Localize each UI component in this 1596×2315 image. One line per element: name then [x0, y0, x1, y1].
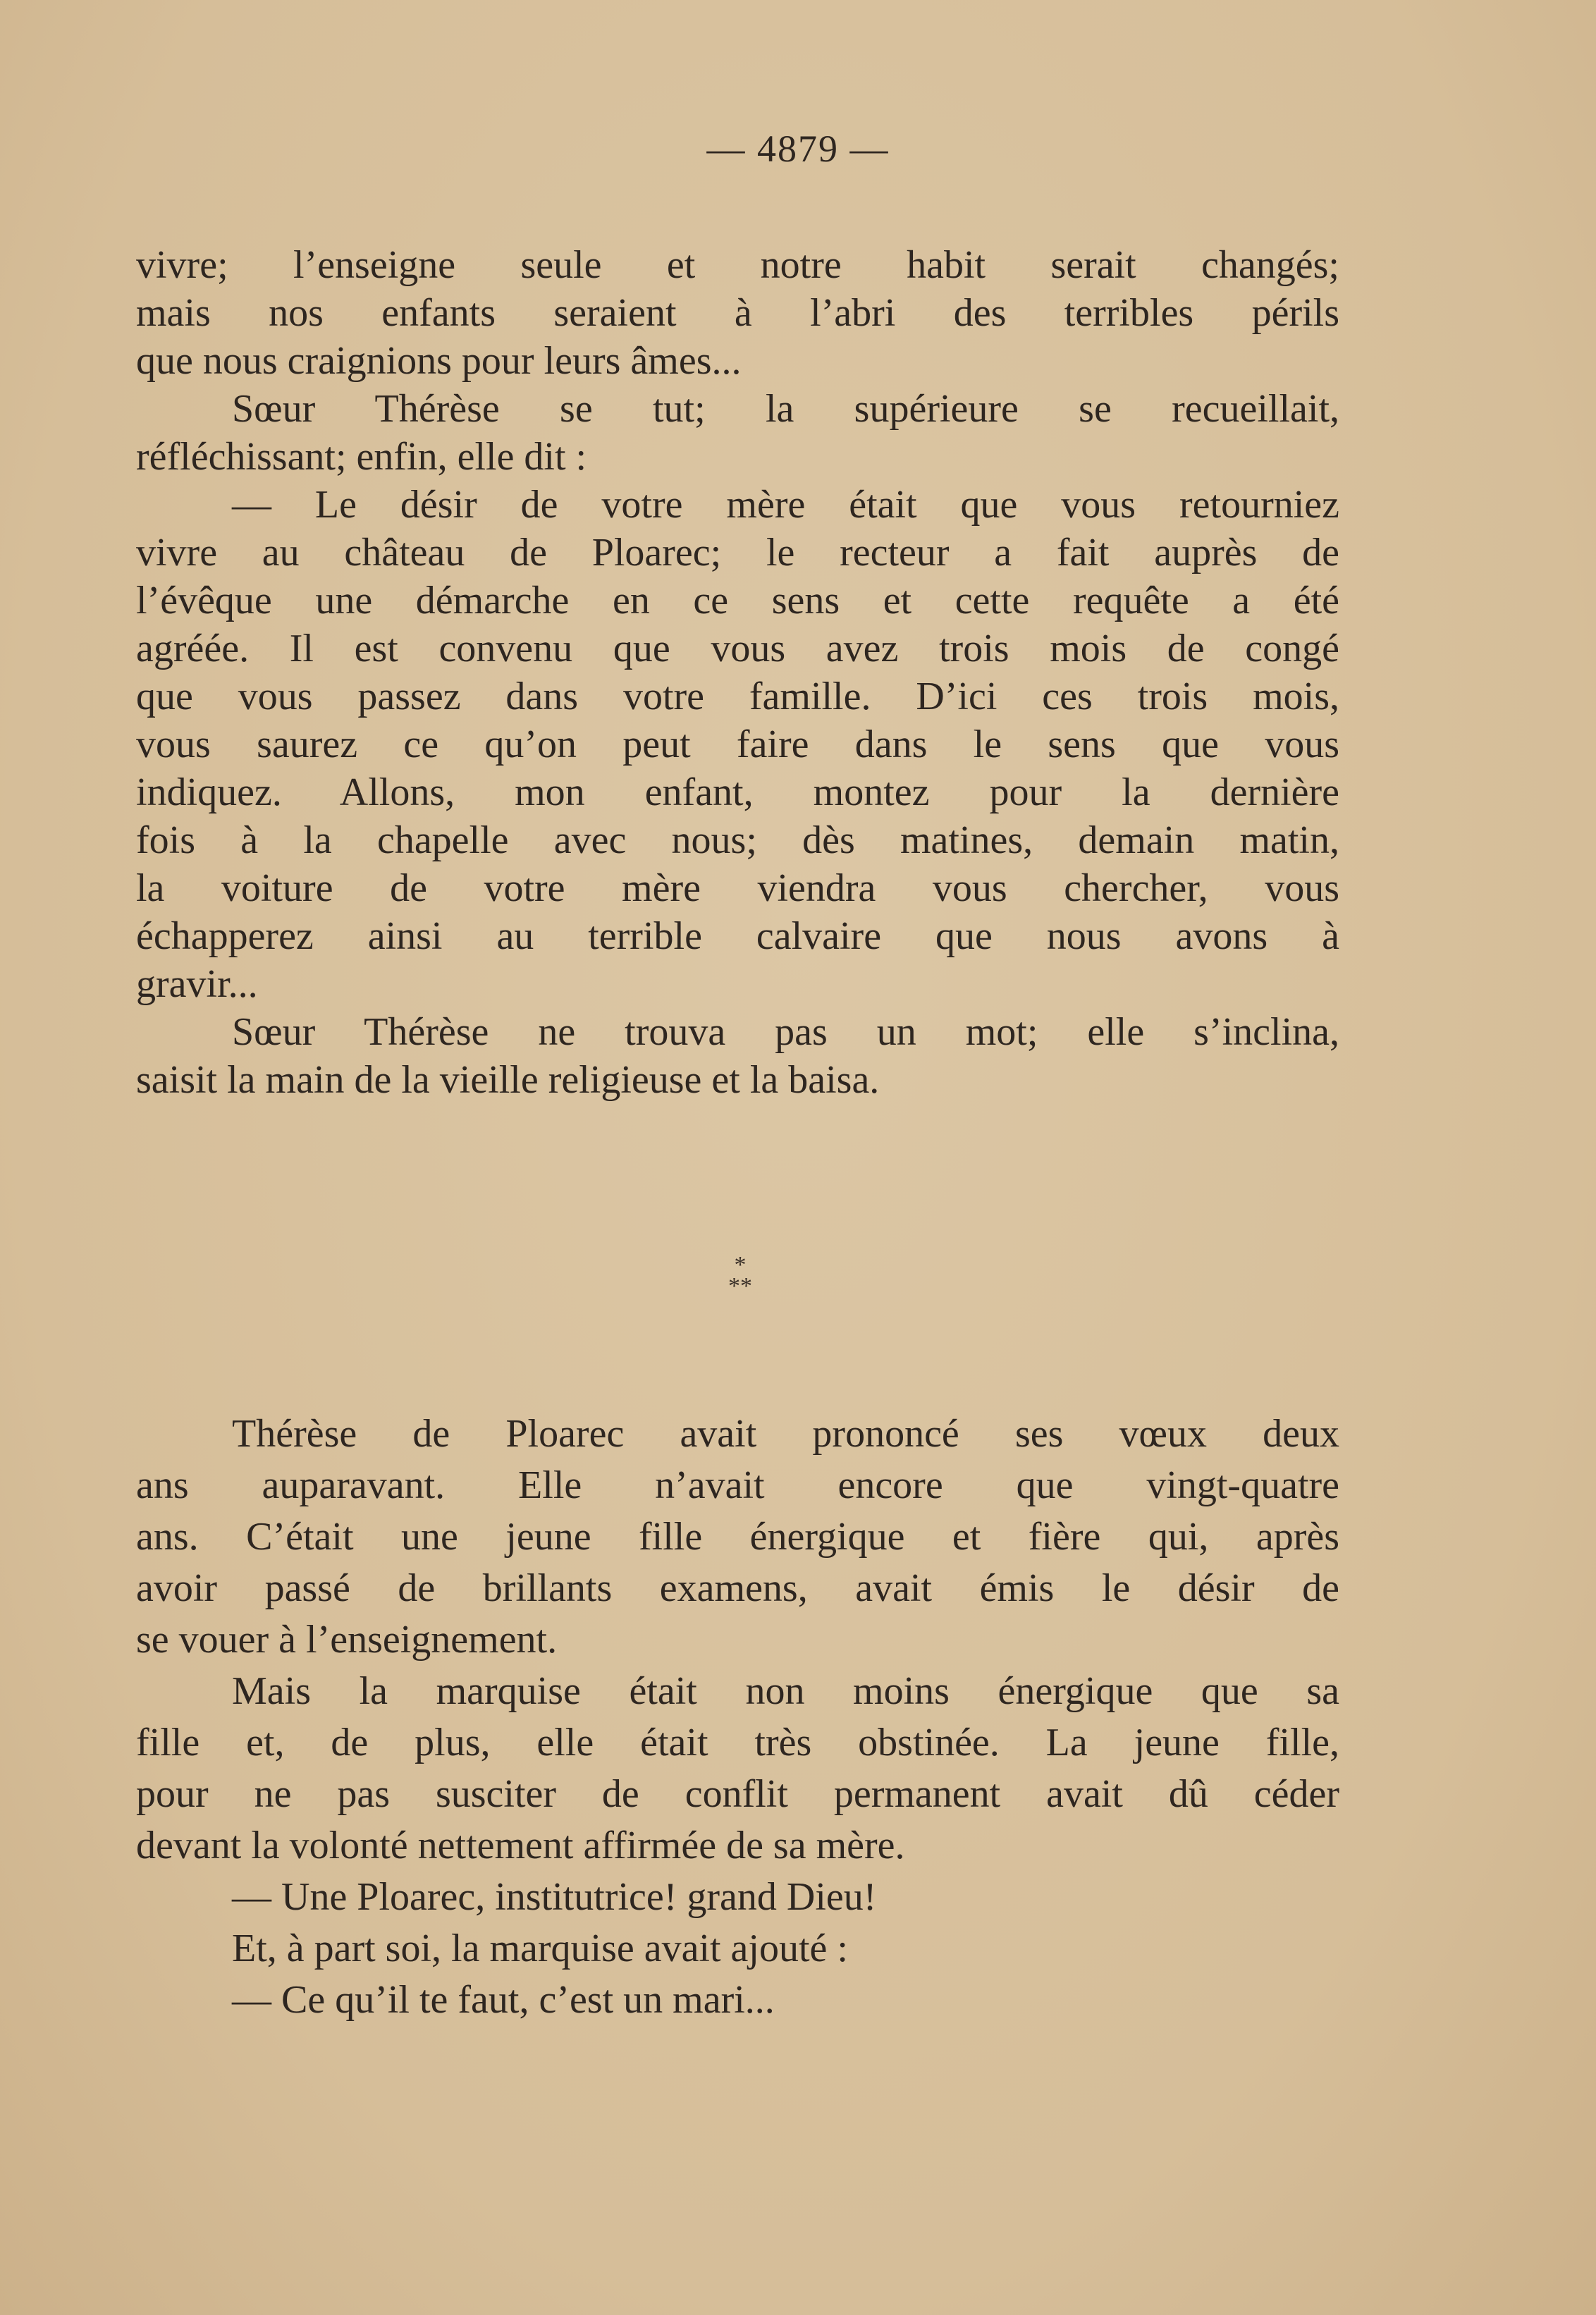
- text-line: ans auparavant. Elle n’avait encore que vingt-quatre: [136, 1463, 1339, 1507]
- text-line: avoir passé de brillants examens, avait émis le désir de: [136, 1566, 1339, 1610]
- text-line: que nous craignions pour leurs âmes...: [136, 339, 742, 383]
- text-line: vivre; l’enseigne seule et notre habit serait changés;: [136, 243, 1339, 287]
- asterism-bottom: **: [728, 1273, 752, 1299]
- text-line: — Le désir de votre mère était que vous retourniez: [232, 483, 1339, 527]
- text-line: devant la volonté nettement affirmée de sa mère.: [136, 1824, 905, 1867]
- text-line: mais nos enfants seraient à l’abri des terribles périls: [136, 291, 1339, 335]
- text-line: indiquez. Allons, mon enfant, montez pour la dernière: [136, 770, 1339, 814]
- asterism-top: *: [734, 1252, 747, 1278]
- text-line: l’évêque une démarche en ce sens et cette requête a été: [136, 579, 1339, 622]
- text-line: — Ce qu’il te faut, c’est un mari...: [232, 1978, 775, 2022]
- text-line: — Une Ploarec, institutrice! grand Dieu!: [232, 1875, 877, 1919]
- text-line: que vous passez dans votre famille. D’ici ces trois mois,: [136, 675, 1339, 718]
- text-line: Sœur Thérèse se tut; la supérieure se recueillait,: [232, 387, 1339, 431]
- text-line: réfléchissant; enfin, elle dit :: [136, 435, 587, 479]
- text-line: saisit la main de la vieille religieuse et la baisa.: [136, 1058, 880, 1102]
- text-line: fille et, de plus, elle était très obstinée. La jeune fille,: [136, 1721, 1339, 1764]
- text-line: pour ne pas susciter de conflit permanent avait dû céder: [136, 1772, 1339, 1816]
- text-line: Mais la marquise était non moins énergique que sa: [232, 1669, 1339, 1713]
- page-number: — 4879 —: [706, 128, 890, 170]
- text-line: Et, à part soi, la marquise avait ajouté :: [232, 1927, 848, 1970]
- text-line: échapperez ainsi au terrible calvaire que nous avons à: [136, 914, 1339, 958]
- text-line: Sœur Thérèse ne trouva pas un mot; elle s’inclina,: [232, 1010, 1339, 1054]
- text-line: gravir...: [136, 962, 258, 1006]
- text-line: la voiture de votre mère viendra vous chercher, vous: [136, 866, 1339, 910]
- text-line: agréée. Il est convenu que vous avez trois mois de congé: [136, 627, 1339, 670]
- asterism-separator: [712, 1252, 768, 1299]
- text-section-1: [136, 241, 1339, 1104]
- text-line: ans. C’était une jeune fille énergique et fière qui, après: [136, 1515, 1339, 1559]
- text-line: vous saurez ce qu’on peut faire dans le sens que vous: [136, 723, 1339, 766]
- text-section-2: [136, 1408, 1339, 2026]
- text-line: vivre au château de Ploarec; le recteur a fait auprès de: [136, 531, 1339, 575]
- text-line: fois à la chapelle avec nous; dès matines, demain matin,: [136, 818, 1339, 862]
- text-line: se vouer à l’enseignement.: [136, 1618, 558, 1662]
- text-line: Thérèse de Ploarec avait prononcé ses vœux deux: [232, 1412, 1339, 1456]
